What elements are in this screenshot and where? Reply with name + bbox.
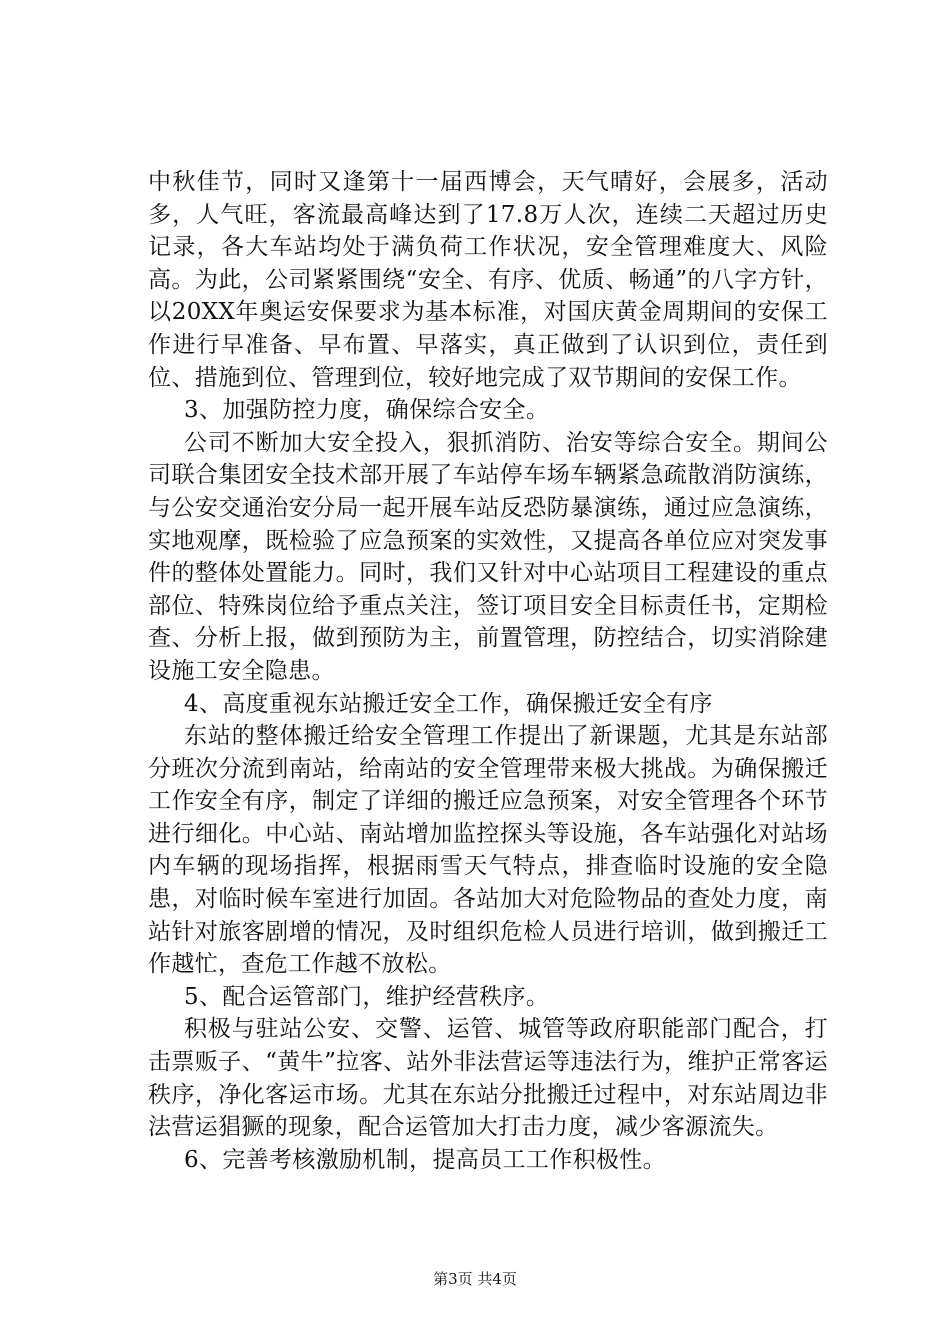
- section-heading-3: 3、加强防控力度，确保综合安全。: [184, 397, 550, 424]
- page-number-footer: 第3页 共4页: [433, 1270, 517, 1288]
- document-body: [148, 166, 828, 1176]
- section-heading-6: 6、完善考核激励机制，提高员工工作积极性。: [184, 1146, 666, 1173]
- body-paragraph: 公司不断加大安全投入，狠抓消防、治安等综合安全。期间公司联合集团安全技术部开展了车站停车场车辆紧急疏散消防演练，与公安交通治安分局一起开展车站反恐防暴演练，通过应急演练，实地观摩，既检验了应急预案的实效性，又提高各单位应对突发事件的整体处置能力。同时，我们又针对中心站项目工程建设的重点部位、特殊岗位给予重点关注，签订项目安全目标责任书，定期检查、分析上报，做到预防为主，前置管理，防控结合，切实消除建设施工安全隐患。: [148, 429, 828, 684]
- section-heading-5: 5、配合运管部门，维护经营秩序。: [184, 983, 550, 1010]
- body-paragraph: 积极与驻站公安、交警、运管、城管等政府职能部门配合，打击票贩子、“黄牛”拉客、站外非法营运等违法行为，维护正常客运秩序，净化客运市场。尤其在东站分批搬迁过程中，对东站周边非法营运猖獗的现象，配合运管加大打击力度，减少客源流失。: [148, 1016, 828, 1141]
- section-heading-4: 4、高度重视东站搬迁安全工作，确保搬迁安全有序: [184, 690, 713, 717]
- body-paragraph: 中秋佳节，同时又逢第十一届西博会，天气晴好，会展多，活动多，人气旺，客流最高峰达到了17.8万人次，连续二天超过历史记录，各大车站均处于满负荷工作状况，安全管理难度大、风险高。为此，公司紧紧围绕“安全、有序、优质、畅通”的八字方针，以20XX年奥运安保要求为基本标准，对国庆黄金周期间的安保工作进行早准备、早布置、早落实，真正做到了认识到位，责任到位、措施到位、管理到位，较好地完成了双节期间的安保工作。: [148, 169, 828, 391]
- body-paragraph: 东站的整体搬迁给安全管理工作提出了新课题，尤其是东站部分班次分流到南站，给南站的安全管理带来极大挑战。为确保搬迁工作安全有序，制定了详细的搬迁应急预案，对安全管理各个环节进行细化。中心站、南站增加监控探头等设施，各车站强化对站场内车辆的现场指挥，根据雨雪天气特点，排查临时设施的安全隐患，对临时候车室进行加固。各站加大对危险物品的查处力度，南站针对旅客剧增的情况，及时组织危检人员进行培训，做到搬迁工作越忙，查危工作越不放松。: [148, 723, 828, 978]
